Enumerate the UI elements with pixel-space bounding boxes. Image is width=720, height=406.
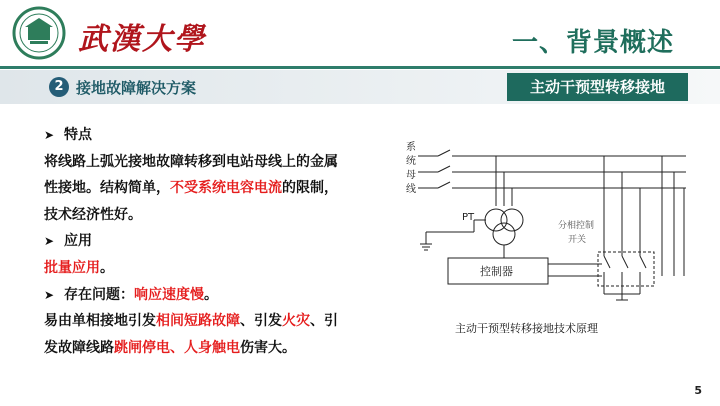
- highlight-text: 响应速度慢: [134, 286, 204, 303]
- header-divider: [0, 66, 720, 69]
- highlight-text: 批量应用: [44, 259, 100, 276]
- arrow-bullet-icon: ➤: [44, 234, 55, 249]
- switch-label-1: 分相控制: [558, 221, 595, 231]
- arrow-bullet-icon: ➤: [44, 128, 55, 142]
- highlight-text: 跳闸停电、人身触电: [114, 339, 240, 356]
- arrow-bullet-icon: ➤: [44, 287, 55, 302]
- outgoing-lines: [662, 156, 684, 276]
- bus-switch-icons: [418, 150, 686, 188]
- circuit-diagram: [406, 136, 688, 336]
- section-title: 接地故障解决方案: [76, 79, 197, 97]
- feature-heading-line: [44, 122, 384, 149]
- switch-feed-lines: [548, 156, 640, 276]
- issue-text: 发故障线路: [44, 339, 114, 356]
- university-seal-logo: [8, 6, 70, 60]
- controller-label: 控制器: [480, 265, 513, 278]
- feature-line-2: [44, 175, 384, 202]
- application-text: 。: [100, 259, 114, 276]
- application-line: [44, 255, 384, 282]
- issue-heading-line: [44, 282, 384, 309]
- feature-text: 的限制，: [282, 180, 338, 197]
- issue-text: 伤害大。: [240, 339, 296, 356]
- diagram-caption: 主动干预型转移接地技术原理: [455, 322, 598, 335]
- issue-text: 、引发: [240, 313, 282, 330]
- phase-switch-box: [598, 252, 654, 286]
- issue-text: 、引: [310, 313, 338, 330]
- feature-text: 性接地。结构简单，: [44, 180, 170, 197]
- highlight-text: 火灾: [282, 313, 310, 330]
- bus-label-char: 统: [406, 156, 416, 167]
- phase-switch-icons: [604, 256, 646, 300]
- issue-heading: 存在问题：: [64, 286, 134, 303]
- issue-text: 易由单相接地引发: [44, 313, 156, 330]
- issue-line-1: [44, 308, 384, 335]
- page-number: 5: [694, 384, 702, 397]
- feature-line-1: 将线路上弧光接地故障转移到电站母线上的金属: [44, 153, 338, 170]
- feature-line-3: 技术经济性好。: [44, 206, 142, 223]
- slide-header: [0, 0, 720, 64]
- topic-tag: 主动干预型转移接地: [507, 73, 688, 101]
- page-title: 一、背景概述: [511, 28, 674, 58]
- pt-feed-lines: [496, 156, 512, 206]
- highlight-text: 相间短路故障: [156, 313, 240, 330]
- switch-label-2: 开关: [568, 235, 587, 245]
- bus-label-char: 线: [406, 184, 416, 195]
- content-text: [44, 122, 384, 361]
- application-heading-line: [44, 228, 384, 255]
- highlight-text: 不受系统电容电流: [170, 180, 282, 197]
- application-heading: 应用: [64, 233, 92, 250]
- issue-text: 。: [204, 286, 218, 303]
- section-number-badge: 2: [49, 77, 69, 97]
- feature-heading: 特点: [64, 127, 92, 143]
- bus-label-char: 母: [406, 170, 416, 181]
- bus-label-char: 系: [406, 142, 416, 153]
- university-name-logo: 武漢大學: [78, 22, 206, 57]
- issue-line-2: [44, 335, 384, 362]
- pt-label: PT: [462, 212, 475, 223]
